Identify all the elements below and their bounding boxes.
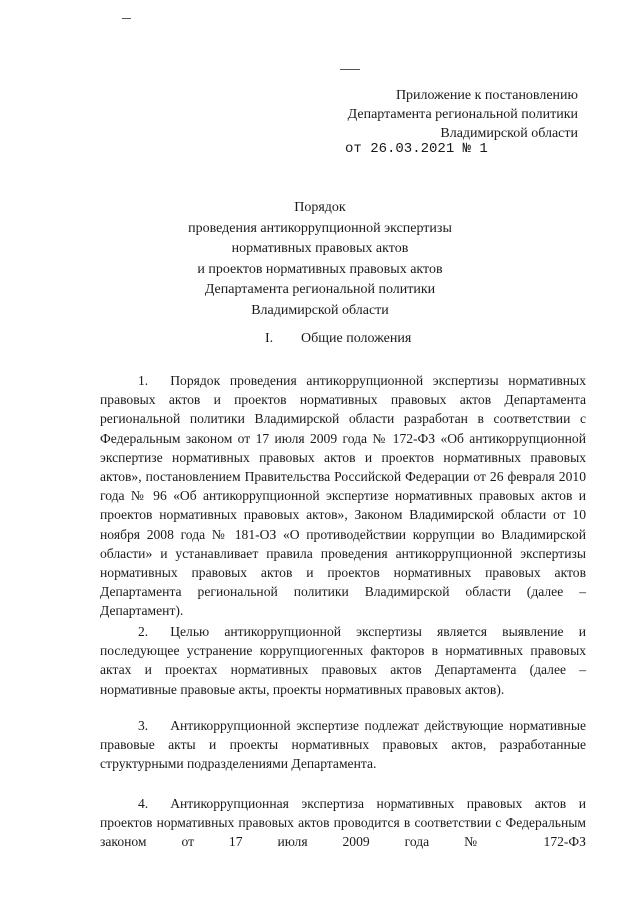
paragraph [100, 794, 586, 852]
paragraph-text: Антикоррупционная экспертиза нормативных правовых актов и проектов нормативных правовых актов проводится в соответствии с Федеральным законом от 17 июля 2009 года № 172-ФЗ [100, 796, 586, 850]
title-line: и проектов нормативных правовых актов [197, 261, 443, 277]
section-title: Общие положения [301, 331, 412, 346]
attachment-line: Департамента региональной политики [347, 107, 578, 122]
paragraph-number: 2. [138, 624, 149, 639]
section-heading [265, 331, 411, 347]
paragraph [100, 716, 586, 774]
attachment-line: Приложение к постановлению [395, 88, 578, 103]
document-title [0, 198, 640, 321]
paragraph-text: Антикоррупционной экспертизе подлежат действующие нормативные правовые акты и проекты нормативных правовых актов, разработанные структурными подразделениями Департамента. [100, 718, 586, 772]
title-line: Департамента региональной политики [204, 282, 436, 297]
title-line: нормативных правовых актов [231, 241, 409, 256]
title-line: Порядок [294, 200, 346, 215]
title-line: проведения антикоррупционной экспертизы [188, 220, 452, 236]
section-number: I. [265, 331, 274, 346]
paragraph [100, 622, 586, 699]
paragraph [100, 371, 586, 621]
scan-mark [122, 18, 131, 19]
title-line: Владимирской области [251, 302, 389, 318]
paragraph-number: 4. [138, 796, 149, 811]
paragraph-number: 3. [138, 718, 149, 733]
attachment-line: Владимирской области [440, 126, 578, 141]
paragraph-text: Порядок проведения антикоррупционной экспертизы нормативных правовых актов и проектов нормативных правовых актов Департамента региональной политики Владимирской области разработан в соответствии с Федеральным законом от 17 июля 2009 года № 172-ФЗ «Об антикоррупционной экспертизе нормативных правовых актов и проектов нормативных правовых актов», постановлением Правительства Российской Федерации от 26 февраля 2010 года № 96 «Об антикоррупционной экспертизе нормативных правовых актов и проектов нормативных правовых актов», Законом Владимирской области от 10 ноября 2008 года № 181-ОЗ «О противодействии коррупции во Владимирской области» и устанавливает правила проведения антикоррупционной экспертизы нормативных правовых актов и проектов нормативных правовых актов Департамента региональной политики Владимирской области (далее – Департамент). [100, 373, 586, 619]
scan-mark [340, 69, 360, 70]
paragraph-number: 1. [138, 373, 149, 388]
paragraph-text: Целью антикоррупционной экспертизы является выявление и последующее устранение коррупциогенных факторов в нормативных правовых актах и проектах нормативных правовых актов Департамента (далее – нормативные правовые акты, проекты нормативных правовых актов). [100, 624, 586, 697]
document-reference: от 26.03.2021 № 1 [345, 141, 488, 157]
